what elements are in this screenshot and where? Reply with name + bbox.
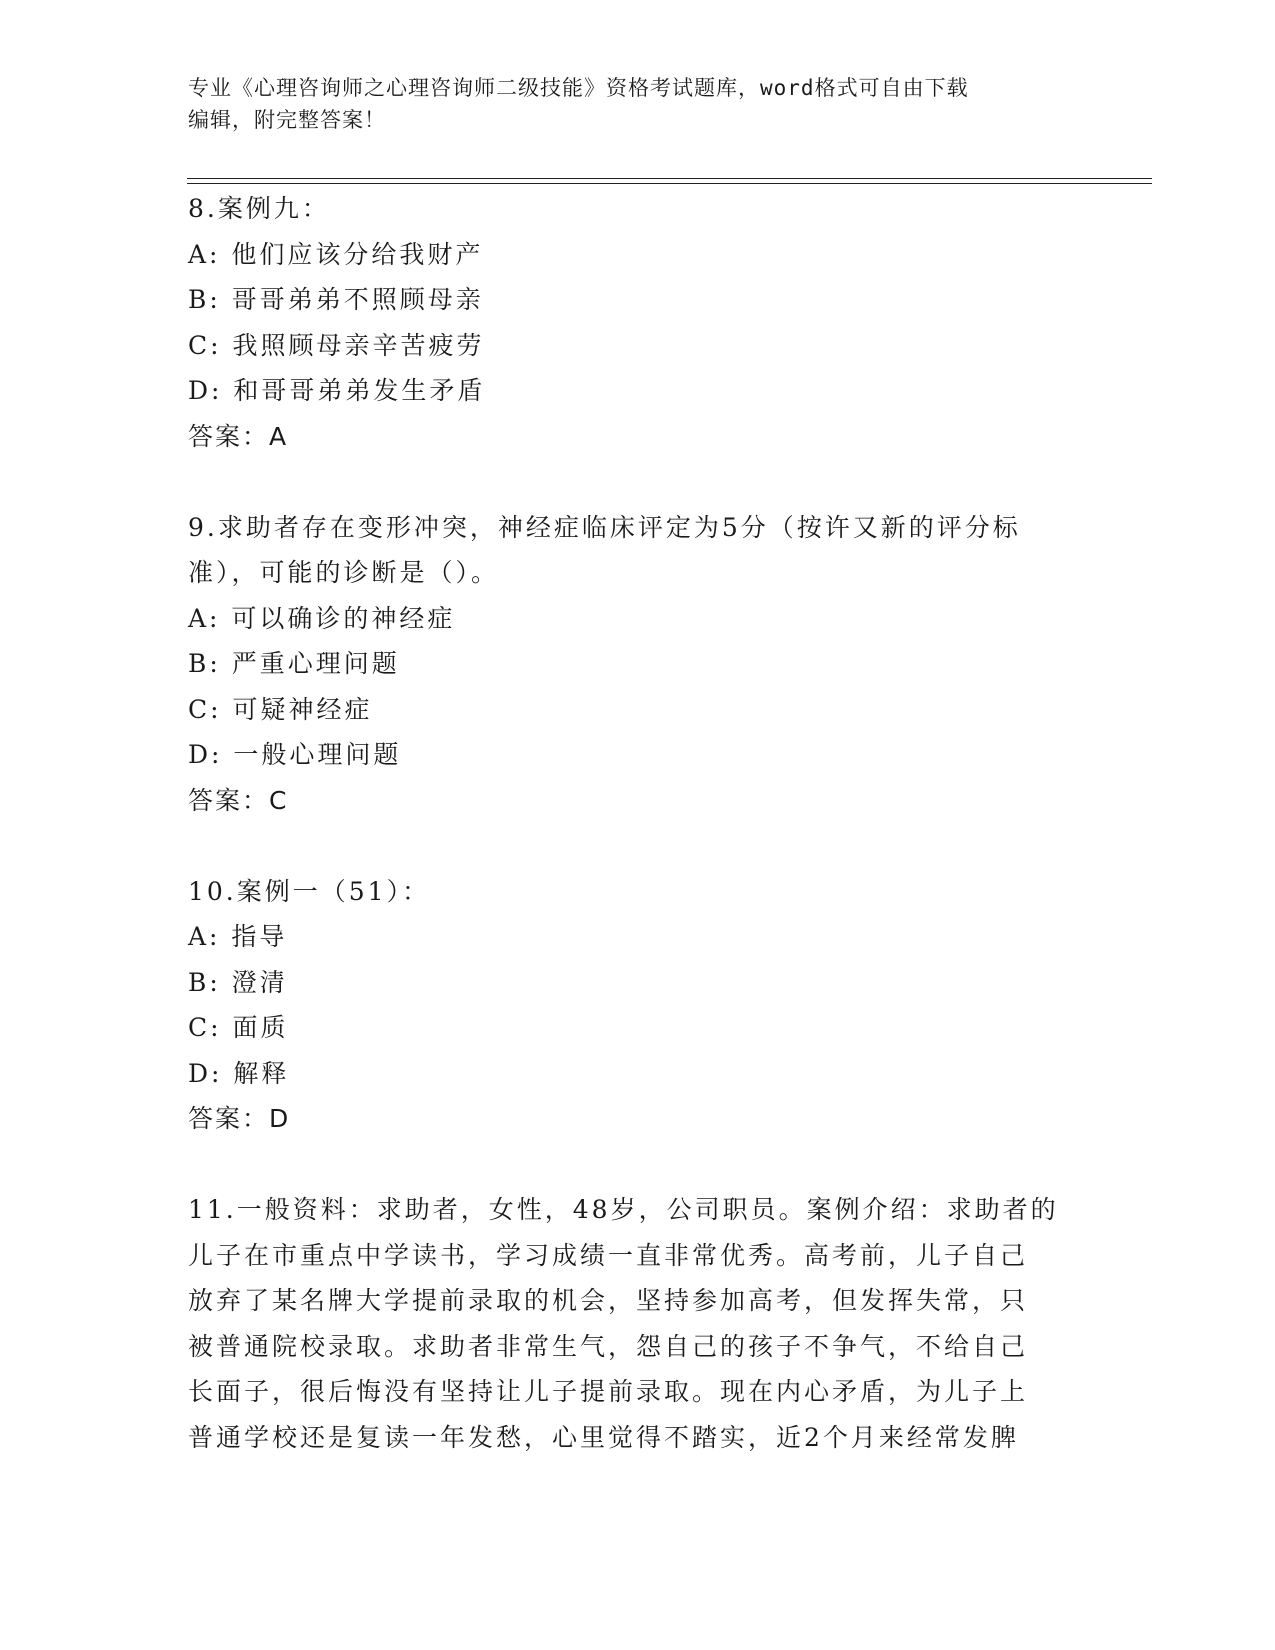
answer-label: 答案：C bbox=[188, 785, 289, 815]
document-header bbox=[188, 72, 1088, 136]
header-divider-bottom bbox=[187, 183, 1152, 184]
question-stem: 长面子，很后悔没有坚持让儿子提前录取。现在内心矛盾，为儿子上 bbox=[188, 1377, 1029, 1406]
option-c: C: 面质 bbox=[188, 1013, 289, 1042]
option-d: D: 一般心理问题 bbox=[188, 740, 402, 769]
question-stem: 普通学校还是复读一年发愁，心里觉得不踏实，近2个月来经常发脾 bbox=[188, 1422, 1019, 1452]
option-d: D: 解释 bbox=[188, 1058, 290, 1088]
option-a: A: 他们应该分给我财产 bbox=[188, 239, 484, 269]
option-c: C: 可疑神经症 bbox=[188, 694, 373, 724]
question-list bbox=[188, 186, 1088, 1506]
question-11 bbox=[188, 1187, 1088, 1460]
option-a: A: 可以确诊的神经症 bbox=[188, 603, 456, 633]
question-stem: 放弃了某名牌大学提前录取的机会，坚持参加高考，但发挥失常，只 bbox=[188, 1286, 1029, 1315]
question-stem: 被普通院校录取。求助者非常生气，怨自己的孩子不争气，不给自己 bbox=[188, 1331, 1029, 1361]
option-b: B: 严重心理问题 bbox=[188, 649, 400, 678]
option-b: B: 哥哥弟弟不照顾母亲 bbox=[188, 285, 484, 314]
question-9 bbox=[188, 505, 1088, 824]
question-stem: 8.案例九： bbox=[188, 194, 330, 223]
answer-label: 答案：A bbox=[188, 421, 289, 451]
question-stem: 准），可能的诊断是（）。 bbox=[188, 558, 500, 587]
option-d: D: 和哥哥弟弟发生矛盾 bbox=[188, 376, 486, 405]
header-line-1: 专业《心理咨询师之心理咨询师二级技能》资格考试题库，word格式可自由下载 bbox=[188, 76, 969, 100]
question-stem: 11.一般资料：求助者，女性，48岁，公司职员。案例介绍：求助者的 bbox=[188, 1195, 1059, 1224]
header-divider-top bbox=[187, 178, 1152, 179]
question-stem: 10.案例一（51）： bbox=[188, 876, 431, 906]
option-b: B: 澄清 bbox=[188, 967, 288, 997]
option-c: C: 我照顾母亲辛苦疲劳 bbox=[188, 330, 485, 360]
question-8 bbox=[188, 186, 1088, 459]
question-10 bbox=[188, 869, 1088, 1142]
option-a: A: 指导 bbox=[188, 922, 288, 951]
answer-label: 答案：D bbox=[188, 1104, 291, 1133]
question-stem: 9.求助者存在变形冲突，神经症临床评定为5分（按许又新的评分标 bbox=[188, 512, 1021, 542]
question-stem: 儿子在市重点中学读书，学习成绩一直非常优秀。高考前，儿子自己 bbox=[188, 1240, 1029, 1270]
header-line-2: 编辑，附完整答案！ bbox=[188, 108, 386, 132]
